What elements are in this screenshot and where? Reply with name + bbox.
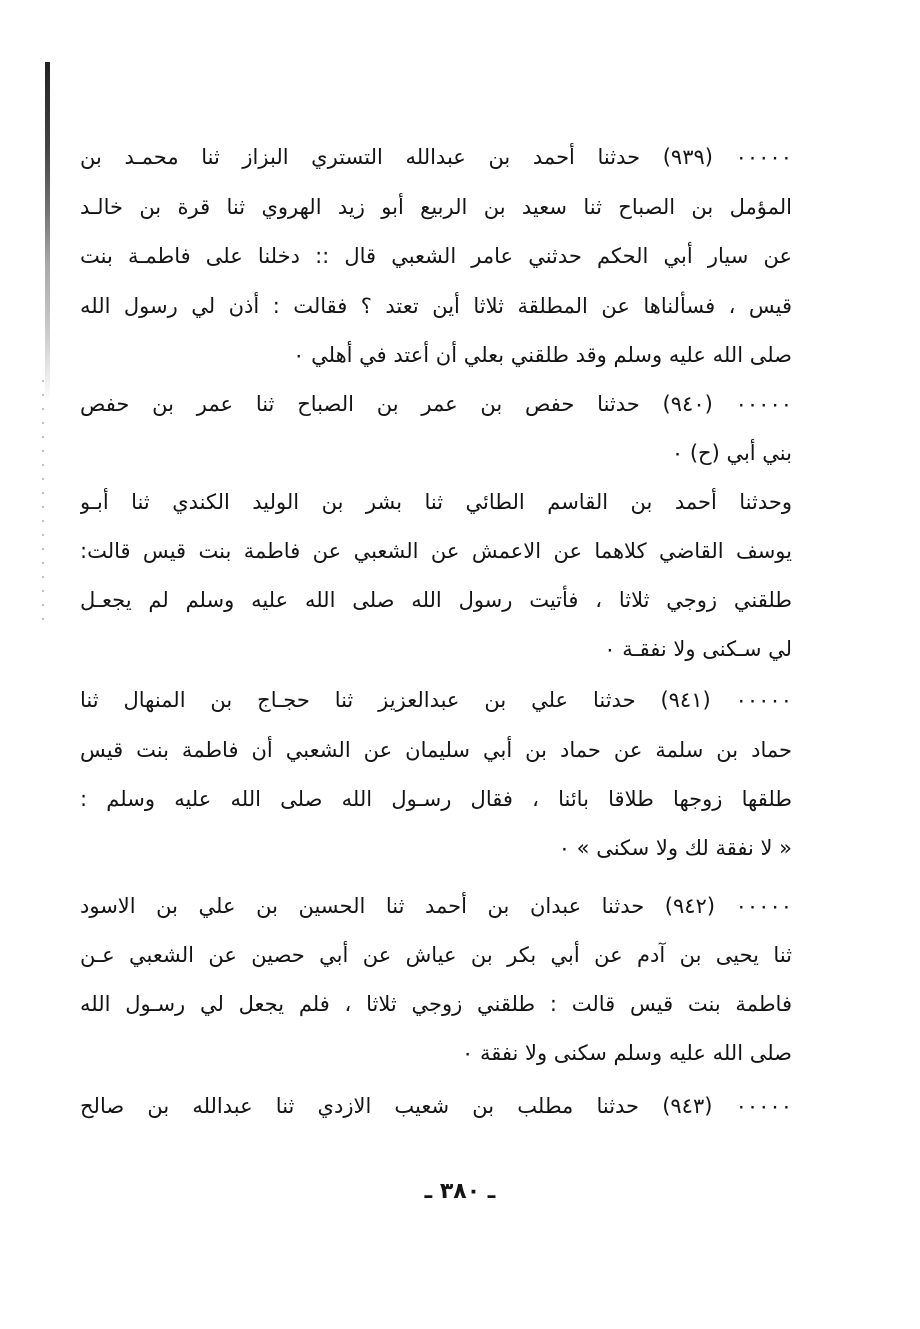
text-line: ٠٠٠٠٠ (٩٤١) حدثنا علي بن عبدالعزيز ثنا حجـاج بن المنهال ثنا (80, 688, 792, 712)
page-number: ـ ٣٨٠ ـ (424, 1179, 496, 1204)
text-line: طلقني زوجي ثلاثا ، فأتيت رسول الله صلى الله عليه وسلم لم يجعـل (80, 588, 792, 612)
text-line: عن سيار أبي الحكم حدثني عامر الشعبي قال :: دخلنا على فاطمـة بنت (80, 244, 792, 268)
text-line: طلقها زوجها طلاقا بائنا ، فقال رسـول الله صلى الله عليه وسلم : (80, 787, 792, 811)
text-line: بني أبي (ح) ٠ (671, 441, 792, 465)
text-line: حماد بن سلمة عن حماد بن أبي سليمان عن الشعبي أن فاطمة بنت قيس (80, 738, 792, 762)
text-line: فاطمة بنت قيس قالت : طلقني زوجي ثلاثا ، فلم يجعل لي رسـول الله (80, 992, 792, 1016)
text-line: وحدثنا أحمد بن القاسم الطائي ثنا بشر بن الوليد الكندي ثنا أبـو (80, 490, 792, 514)
text-line: ثنا يحيى بن آدم عن أبي بكر بن عياش عن أبي حصين عن الشعبي عـن (80, 943, 792, 967)
text-line: يوسف القاضي كلاهما عن الاعمش عن الشعبي عن فاطمة بنت قيس قالت: (80, 539, 792, 563)
scan-edge-dots (42, 380, 44, 630)
text-line: ٠٠٠٠٠ (٩٤٠) حدثنا حفص بن عمر بن الصباح ثنا عمر بن حفص (80, 392, 792, 416)
text-line: ٠٠٠٠٠ (٩٣٩) حدثنا أحمد بن عبدالله التستري البزاز ثنا محمـد بن (80, 145, 792, 169)
text-line: صلى الله عليه وسلم وقد طلقني بعلي أن أعتد في أهلي ٠ (293, 343, 792, 367)
text-line: لي سـكنى ولا نفقـة ٠ (604, 637, 792, 661)
text-line: « لا نفقة لك ولا سكنى » ٠ (558, 836, 792, 860)
scan-edge-mark (45, 62, 50, 402)
text-line: ٠٠٠٠٠ (٩٤٣) حدثنا مطلب بن شعيب الازدي ثنا عبدالله بن صالح (80, 1094, 792, 1118)
text-line: المؤمل بن الصباح ثنا سعيد بن الربيع أبو زيد الهروي ثنا قرة بن خالـد (80, 195, 792, 219)
text-line: صلى الله عليه وسلم سكنى ولا نفقة ٠ (462, 1041, 792, 1065)
text-line: ٠٠٠٠٠ (٩٤٢) حدثنا عبدان بن أحمد ثنا الحسين بن علي بن الاسود (80, 894, 792, 918)
text-line: قيس ، فسألناها عن المطلقة ثلاثا أين تعتد ؟ فقالت : أذن لي رسول الله (80, 294, 792, 318)
